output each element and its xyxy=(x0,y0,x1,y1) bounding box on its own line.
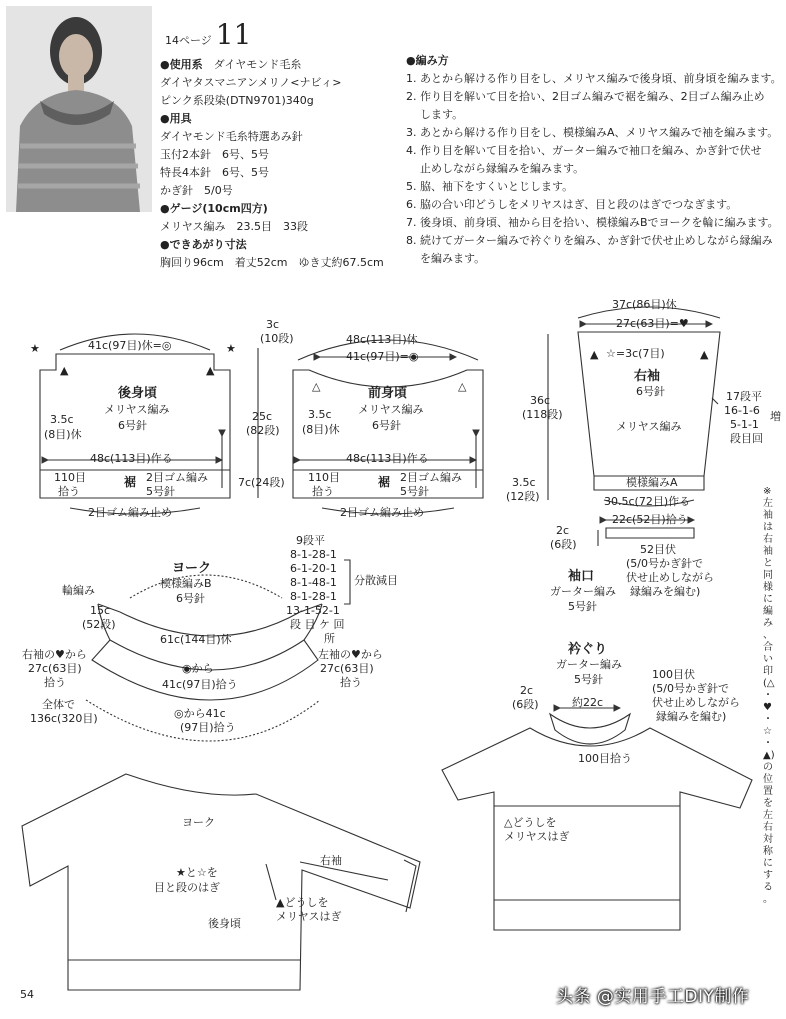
back-hem-needle: 5号針 xyxy=(146,485,175,498)
front-hem-rib: 2目ゴム編み xyxy=(400,471,462,484)
cuff-note-3: 縁編みを編む) xyxy=(630,585,701,598)
back-side-b: (8目)休 xyxy=(44,428,82,441)
neck-pick: 100目拾う xyxy=(578,752,632,765)
sweater-assembly-outline xyxy=(22,774,420,990)
step-line: 6. 脇の合い印どうしをメリヤスはぎ、目と段のはぎでつなぎます。 xyxy=(406,198,738,211)
yoke-right-b: 27c(63目) xyxy=(28,662,82,675)
yoke-dec-6: 13-1-52-1 xyxy=(286,604,340,617)
step-line: 4. 作り目を解いて目を拾い、ガーター編みで袖口を編み、かぎ針で伏せ xyxy=(406,144,762,157)
sleeve-cast: 30.5c(72目)作る xyxy=(604,495,691,508)
sleeve-stitch: メリヤス編み xyxy=(616,420,682,433)
back-bindoff: 2目ゴム編み止め xyxy=(88,506,172,519)
back-needle: 6号針 xyxy=(118,419,147,432)
assembly-back: 後身頃 xyxy=(208,917,241,930)
neck-bind-3: 伏せ止めしながら xyxy=(652,696,740,709)
sleeve-top-b: 27c(63目)=♥ xyxy=(616,317,689,330)
yoke-inner: 61c(144目)休 xyxy=(160,633,232,646)
shoulder-dim-b: (10段) xyxy=(260,332,294,345)
sleeve-title: 右袖 xyxy=(634,369,661,384)
yoke-front-a: ◉から xyxy=(182,662,214,675)
cuff-title: 袖口 xyxy=(568,569,595,584)
front-title: 前身頃 xyxy=(368,386,408,401)
gauge: メリヤス編み 23.5目 33段 xyxy=(160,220,309,233)
sleeve-band: 模様編みA xyxy=(626,476,678,489)
assembly-graft-b: メリヤスはぎ xyxy=(276,910,342,923)
yoke-left-a: 左袖の♥から xyxy=(318,648,383,661)
assembly-yoke: ヨーク xyxy=(182,816,215,829)
triangle-mark: △ xyxy=(458,380,467,393)
yarn-brand: ダイヤモンド毛糸 xyxy=(213,58,302,71)
front-hem-pick-a: 110目 xyxy=(308,471,340,484)
front-side-a: 3.5c xyxy=(308,408,332,421)
back-hem-rib: 2目ゴム編み xyxy=(146,471,208,484)
neck-graft-b: メリヤスはぎ xyxy=(504,830,570,843)
sleeve-band-h-a: 3.5c xyxy=(512,476,536,489)
yoke-right-a: 右袖の♥から xyxy=(22,648,87,661)
yoke-left-c: 拾う xyxy=(340,676,362,689)
cuff-height-a: 2c xyxy=(556,524,570,537)
neck-bind-4: 縁編みを編む) xyxy=(656,710,727,723)
yoke-title: ヨーク xyxy=(172,561,212,576)
yoke-needle: 6号針 xyxy=(176,592,205,605)
cuff-note-1: (5/0号かぎ針で xyxy=(626,557,703,570)
neck-stitch: ガーター編み xyxy=(556,658,622,671)
page-prefix: 14ページ xyxy=(165,34,212,47)
star-mark: ★ xyxy=(226,342,236,355)
sleeve-band-h-b: (12段) xyxy=(506,490,540,503)
tool-1: 玉付2本針 6号、5号 xyxy=(160,148,269,161)
neck-needle: 5号針 xyxy=(574,673,603,686)
back-hem-pick-b: 拾う xyxy=(58,485,80,498)
assembly-graft-a: ▲どうしを xyxy=(276,896,329,909)
sleeve-pick: 22c(52目)拾う xyxy=(612,513,688,526)
instructions-heading: ●編み方 xyxy=(406,54,449,67)
neck-height-a: 2c xyxy=(520,684,534,697)
front-stitch: メリヤス編み xyxy=(358,403,424,416)
pattern-number: 11 xyxy=(215,18,252,51)
front-hem-pick-b: 拾う xyxy=(312,485,334,498)
left-sleeve-note: ※左袖は右袖と同様に編み、合い印(△・♥・☆・▲)の位置を左右対称にする。 xyxy=(763,486,775,905)
yoke-depth-b: (52段) xyxy=(82,618,116,631)
yoke-edge: 輪編み xyxy=(62,584,95,597)
step-line: 3. あとから解ける作り目をし、模様編みA、メリヤス編みで袖を編みます。 xyxy=(406,126,779,139)
yarn-color: ピンク系段染(DTN9701)340g xyxy=(160,94,314,107)
cuff-needle: 5号針 xyxy=(568,600,597,613)
step-line: 2. 作り目を解いて目を拾い、2目ゴム編みで裾を編み、2目ゴム編み止め xyxy=(406,90,765,103)
back-hem-label: 裾 xyxy=(124,475,137,489)
tool-3: かぎ針 5/0号 xyxy=(160,184,233,197)
neck-graft-a: △どうしを xyxy=(504,816,557,829)
star-mark: ★ xyxy=(30,342,40,355)
yoke-back-a: ◎から41c xyxy=(174,707,226,720)
yoke-front-b: 41c(97目)拾う xyxy=(162,678,238,691)
shoulder-dim-a: 3c xyxy=(266,318,280,331)
sleeve-increase-side: 増 xyxy=(770,410,781,423)
step-line: 8. 続けてガーター編みで衿ぐりを編み、かぎ針で伏せ止めしながら縁編み xyxy=(406,234,773,247)
page-number: 54 xyxy=(20,988,34,1001)
front-bindoff: 2目ゴム編み止め xyxy=(340,506,424,519)
back-stitch: メリヤス編み xyxy=(104,403,170,416)
back-cast: 48c(113目)作る xyxy=(90,452,173,465)
gauge-heading: ●ゲージ(10cm四方) xyxy=(160,202,268,215)
finished-size: 胸回り96cm 着丈52cm ゆき丈約67.5cm xyxy=(160,256,384,269)
watermark: 头条 @实用手工DIY制作 xyxy=(556,987,750,1007)
yoke-stitch: 模様編みB xyxy=(160,577,212,590)
assembly-join-a: ★と☆を xyxy=(176,866,218,879)
back-top-label: 41c(97目)休=◎ xyxy=(88,339,172,352)
yoke-dec-foot2: 所 xyxy=(324,632,335,645)
step-line: 5. 脇、袖下をすくいとじします。 xyxy=(406,180,574,193)
front-hem-label: 裾 xyxy=(378,475,391,489)
yarn-heading: ●使用系 xyxy=(160,58,203,71)
yoke-dec-foot: 段 目 ケ 回 xyxy=(290,618,345,631)
yoke-depth-a: 15c xyxy=(90,604,111,617)
sleeve-increase-3: 5-1-1 xyxy=(730,418,759,431)
sleeve-increase-1: 17段平 xyxy=(726,390,762,403)
yoke-right-c: 拾う xyxy=(44,676,66,689)
step-line: します。 xyxy=(420,108,464,121)
triangle-mark: △ xyxy=(312,380,321,393)
front-side-b: (8目)休 xyxy=(302,423,340,436)
front-cast: 48c(113目)作る xyxy=(346,452,429,465)
front-top-b: 41c(97目)=◉ xyxy=(346,350,419,363)
cuff-note-2: 伏せ止めしながら xyxy=(626,571,714,584)
tools-heading: ●用具 xyxy=(160,112,192,125)
back-side-a: 3.5c xyxy=(50,413,74,426)
cuff-outline xyxy=(606,528,694,538)
back-hem-pick-a: 110目 xyxy=(54,471,86,484)
step-line: 7. 後身頃、前身頃、袖から目を拾い、模様編みBでヨークを輪に編みます。 xyxy=(406,216,779,229)
yarn-name: ダイヤタスマニアンメリノ<ナビィ> xyxy=(160,76,342,89)
height-dim-a: 25c xyxy=(252,410,273,423)
sleeve-top-a: 37c(86目)休 xyxy=(612,298,677,311)
yoke-dec-5: 8-1-28-1 xyxy=(290,590,337,603)
cuff-stitch: ガーター編み xyxy=(550,585,616,598)
triangle-mark: ▲ xyxy=(60,364,69,377)
tool-2: 特長4本針 6号、5号 xyxy=(160,166,269,179)
yoke-total-a: 全体で xyxy=(42,698,75,711)
neck-bind-2: (5/0号かぎ針で xyxy=(652,682,729,695)
sleeve-increase-4: 段目回 xyxy=(730,432,763,445)
neck-band xyxy=(550,714,630,744)
cuff-height-b: (6段) xyxy=(550,538,577,551)
neck-title: 衿ぐり xyxy=(568,642,608,657)
yoke-dec-2: 8-1-28-1 xyxy=(290,548,337,561)
yoke-dec-label: 分散減目 xyxy=(354,574,398,587)
step-line: 1. あとから解ける作り目をし、メリヤス編みで後身頃、前身頃を編みます。 xyxy=(406,72,782,85)
front-top-a: 48c(113目)休 xyxy=(346,333,418,346)
yoke-dec-4: 8-1-48-1 xyxy=(290,576,337,589)
yoke-back-b: (97目)拾う xyxy=(180,721,236,734)
yoke-dec-3: 6-1-20-1 xyxy=(290,562,337,575)
front-needle: 6号針 xyxy=(372,419,401,432)
cuff-bindoff: 52目伏 xyxy=(640,543,676,556)
yoke-dec-1: 9段平 xyxy=(296,534,325,547)
hem-height-dim: 7c(24段) xyxy=(238,476,285,489)
yoke-total-b: 136c(320目) xyxy=(30,712,98,725)
sleeve-increase-2: 16-1-6 xyxy=(724,404,760,417)
yoke-left-b: 27c(63目) xyxy=(320,662,374,675)
neck-bind-1: 100目伏 xyxy=(652,668,695,681)
neck-width: 約22c xyxy=(572,696,604,709)
neck-height-b: (6段) xyxy=(512,698,539,711)
triangle-mark: ▲ xyxy=(700,348,709,361)
sleeve-length-a: 36c xyxy=(530,394,551,407)
tools-brand: ダイヤモンド毛糸特選あみ針 xyxy=(160,130,303,143)
assembly-sleeve: 右袖 xyxy=(320,854,342,867)
back-title: 後身頃 xyxy=(118,386,158,401)
triangle-mark: ▲ xyxy=(590,348,599,361)
sleeve-length-b: (118段) xyxy=(522,408,563,421)
sleeve-needle: 6号針 xyxy=(636,385,665,398)
sleeve-mark: ☆=3c(7目) xyxy=(606,347,665,360)
triangle-mark: ▲ xyxy=(206,364,215,377)
front-hem-needle: 5号針 xyxy=(400,485,429,498)
height-dim-b: (82段) xyxy=(246,424,280,437)
size-heading: ●できあがり寸法 xyxy=(160,238,247,251)
assembly-join-b: 目と段のはぎ xyxy=(154,881,220,894)
step-line: を編みます。 xyxy=(420,252,486,265)
step-line: 止めしながら縁編みを編みます。 xyxy=(420,162,585,175)
